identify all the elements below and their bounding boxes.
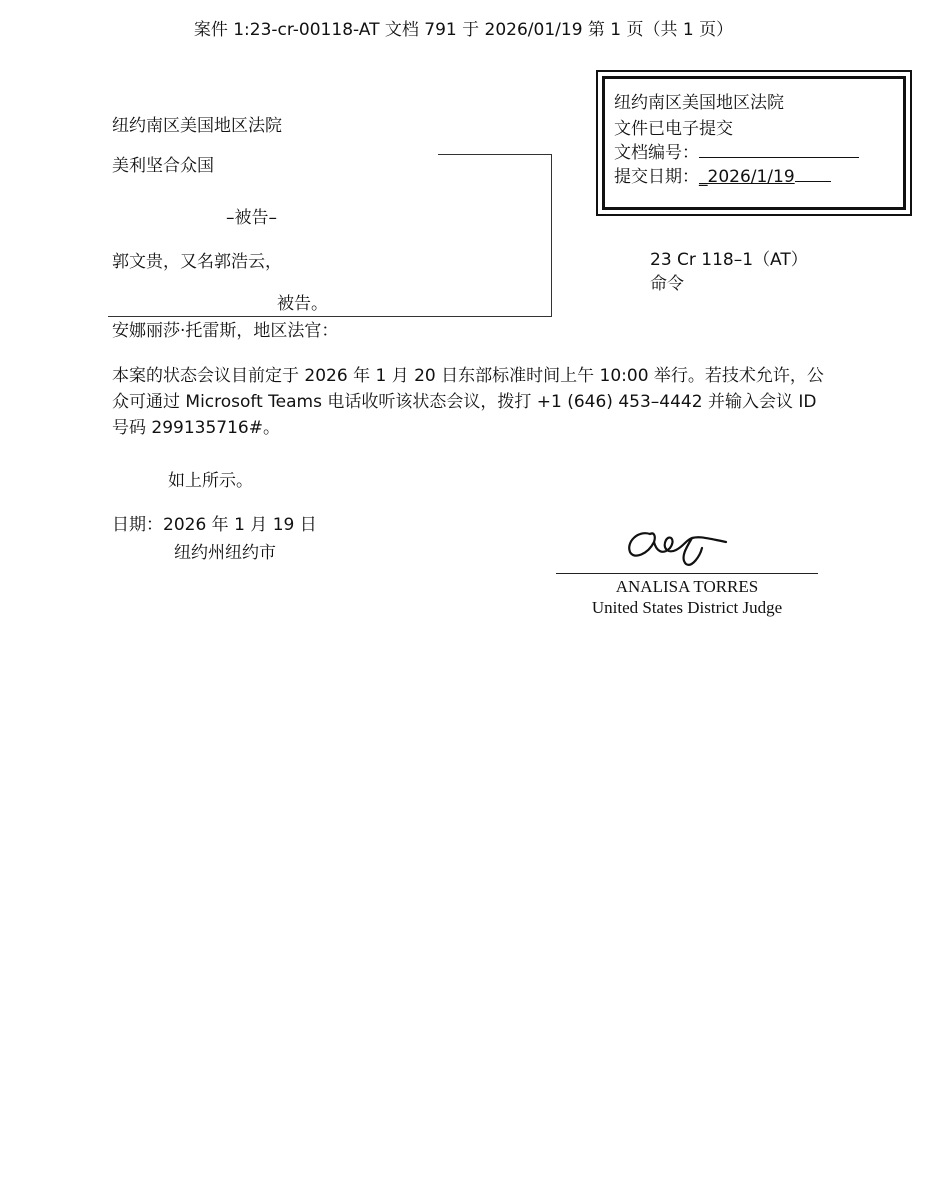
case-number: 23 Cr 118–1（AT） [650, 250, 808, 270]
defendant-name: 郭文贵，又名郭浩云， [112, 252, 282, 272]
stamp-doc-number-label: 文档编号： [614, 143, 699, 163]
caption-bracket-vertical [551, 154, 552, 317]
signature-name: ANALISA TORRES [615, 577, 759, 596]
signature-line [556, 573, 818, 574]
stamp-date-label: 提交日期： [614, 167, 699, 187]
stamp-date [614, 162, 831, 187]
judge-line: 安娜丽莎·托雷斯，地区法官： [112, 321, 339, 341]
judge-signature [620, 520, 740, 570]
case-header: 案件 1:23-cr-00118-AT 文档 791 于 2026/01/19 第 1 页（共 1 页） [193, 20, 734, 40]
court-name: 纽约南区美国地区法院 [112, 116, 282, 136]
signature-title: United States District Judge [591, 598, 783, 617]
caption-bracket-top [438, 154, 552, 155]
stamp-court: 纽约南区美国地区法院 [614, 93, 784, 113]
location-line: 纽约州纽约市 [174, 543, 276, 563]
versus-label: –被告– [226, 208, 277, 228]
efiling-stamp [596, 70, 912, 216]
so-ordered: 如上所示。 [168, 471, 253, 491]
order-paragraph: 本案的状态会议目前定于 2026 年 1 月 20 日东部标准时间上午 10:00 举行。若技术允许，公众可通过 Microsoft Teams 电话收听该状态会议，拨打 +1 (646) 453–4442 并输入会议 ID 号码 299135716#。 [112, 366, 824, 438]
caption-bracket-bottom [108, 316, 552, 317]
stamp-date-value: _2026/1/19 [699, 167, 795, 187]
document-type: 命令 [650, 274, 684, 294]
stamp-doc-number-blank [699, 143, 859, 158]
defendant-role: 被告。 [277, 294, 328, 314]
plaintiff-name: 美利坚合众国 [112, 156, 214, 176]
stamp-date-blank [795, 167, 831, 182]
stamp-doc-number [614, 138, 859, 163]
dated-line: 日期：2026 年 1 月 19 日 [112, 515, 317, 535]
stamp-status: 文件已电子提交 [614, 119, 733, 139]
